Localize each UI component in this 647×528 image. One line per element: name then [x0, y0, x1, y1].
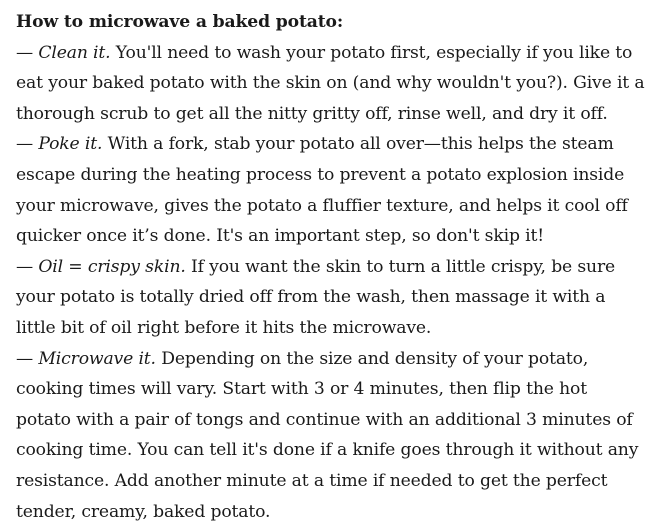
step-oil [16, 252, 647, 344]
step-text: You'll need to wash your potato first, especially if you like to eat your baked potato with the skin on (and why wouldn't you?). Give it a thorough scrub to get all the nitty gritty off, rinse well, and dry it off. [16, 42, 645, 124]
step-dash: — [16, 348, 39, 369]
step-text: If you want the skin to turn a little crispy, be sure your potato is totally dried off from the wash, then massage it with a little bit of oil right before it hits the microwave. [16, 256, 616, 338]
step-clean [16, 38, 647, 130]
step-name: Clean it. [38, 42, 111, 63]
step-dash: — [16, 134, 39, 155]
step-text: With a fork, stab your potato all over—this helps the steam escape during the heating process to prevent a potato explosion inside your microwave, gives the potato a fluffier texture, and helps it cool off quicker once it’s done. It's an important step, so don't skip it! [16, 134, 628, 247]
article-title: How to microwave a baked potato: [16, 12, 344, 32]
step-name: Oil = crispy skin. [38, 256, 186, 277]
step-poke [16, 129, 647, 251]
step-dash: — [16, 42, 39, 63]
step-text: Depending on the size and density of your potato, cooking times will vary. Start with 3 or 4 minutes, then flip the hot potato with a pair of tongs and continue with an additional 3 minutes of cooking time. You can tell it's done if a knife goes through it without any resistance. Add another minute at a time if needed to get the perfect tender, creamy, baked potato. [16, 348, 639, 522]
step-name: Poke it. [38, 134, 103, 155]
step-dash: — [16, 256, 39, 277]
step-name: Microwave it. [38, 348, 156, 369]
step-microwave [16, 344, 647, 528]
